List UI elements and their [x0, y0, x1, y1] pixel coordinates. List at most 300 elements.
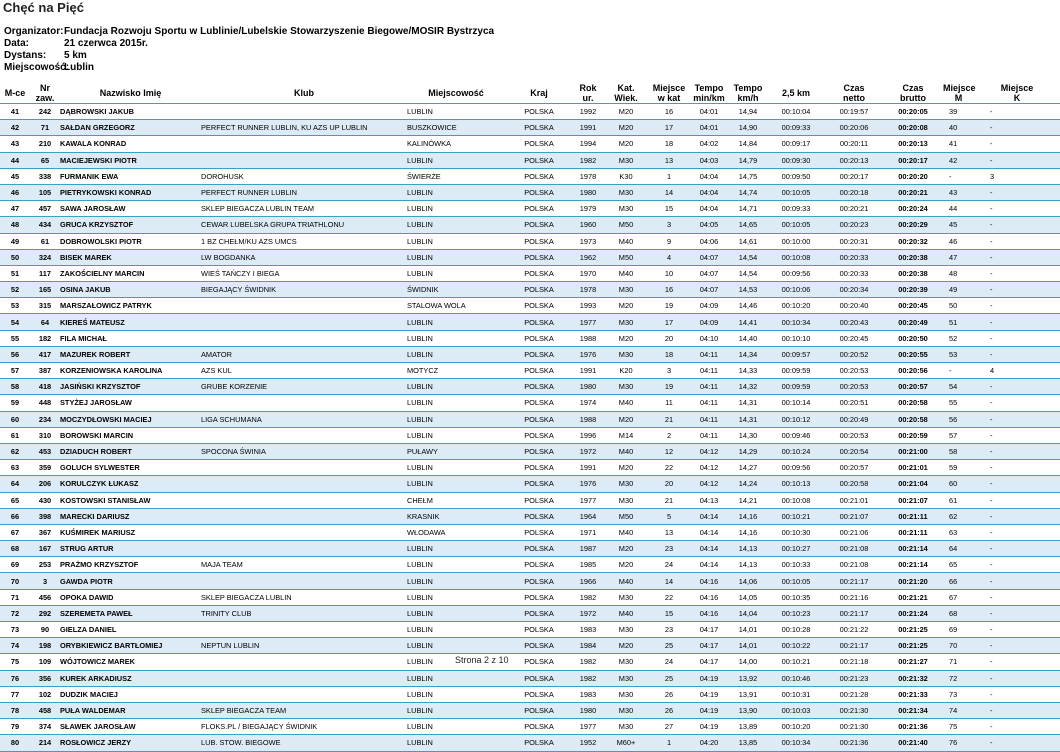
table-row — [0, 379, 1060, 395]
cell-country: POLSKA — [505, 411, 573, 427]
cell-net-time: 00:20:45 — [825, 330, 883, 346]
cell-city: LUBLIN — [407, 622, 505, 638]
cell-year: 1991 — [573, 120, 603, 136]
cell-bib: 292 — [30, 605, 60, 621]
cell-net-time: 00:21:22 — [825, 622, 883, 638]
cell-country: POLSKA — [505, 443, 573, 459]
cell-city: ŚWIDNIK — [407, 282, 505, 298]
cell-category: M20 — [603, 330, 649, 346]
cell-year: 1972 — [573, 443, 603, 459]
cell-place-m: 58 — [943, 443, 974, 459]
table-row — [0, 686, 1060, 702]
cell-gross-time: 00:21:20 — [883, 573, 943, 589]
cell-city: LUBLIN — [407, 702, 505, 718]
cell-tempo-kmh: 14,27 — [729, 460, 767, 476]
cell-tempo-kmh: 13,90 — [729, 702, 767, 718]
cell-split: 00:10:20 — [767, 298, 825, 314]
cell-tempo-kmh: 14,04 — [729, 605, 767, 621]
cell-place-m: 63 — [943, 524, 974, 540]
cell-year: 1970 — [573, 265, 603, 281]
cell-split: 00:10:34 — [767, 735, 825, 751]
table-row — [0, 314, 1060, 330]
cell-place-k: - — [974, 443, 1060, 459]
cell-year: 1972 — [573, 605, 603, 621]
cell-net-time: 00:21:28 — [825, 686, 883, 702]
cell-category: M40 — [603, 524, 649, 540]
cell-net-time: 00:19:57 — [825, 104, 883, 120]
cell-tempo-min: 04:04 — [689, 184, 729, 200]
cell-tempo-min: 04:07 — [689, 249, 729, 265]
cell-country: POLSKA — [505, 460, 573, 476]
cell-place-m: 39 — [943, 104, 974, 120]
cell-place-k: - — [974, 265, 1060, 281]
cell-name: SAŁDAN GRZEGORZ — [60, 120, 201, 136]
cell-category: M40 — [603, 605, 649, 621]
cell-tempo-min: 04:01 — [689, 120, 729, 136]
cell-split: 00:09:46 — [767, 427, 825, 443]
cell-year: 1978 — [573, 168, 603, 184]
cell-split: 00:09:57 — [767, 346, 825, 362]
cell-category-place: 1 — [649, 168, 689, 184]
cell-gross-time: 00:20:59 — [883, 427, 943, 443]
cell-tempo-kmh: 14,31 — [729, 411, 767, 427]
cell-club — [201, 152, 407, 168]
cell-category: M30 — [603, 201, 649, 217]
cell-year: 1980 — [573, 184, 603, 200]
cell-category: M30 — [603, 282, 649, 298]
cell-place: 43 — [0, 136, 30, 152]
cell-club: SKLEP BIEGACZA LUBLIN TEAM — [201, 201, 407, 217]
cell-place: 70 — [0, 573, 30, 589]
cell-year: 1991 — [573, 363, 603, 379]
cell-tempo-kmh: 14,41 — [729, 314, 767, 330]
cell-split: 00:10:08 — [767, 492, 825, 508]
cell-name: GAWDA PIOTR — [60, 573, 201, 589]
cell-gross-time: 00:20:32 — [883, 233, 943, 249]
table-row — [0, 524, 1060, 540]
cell-tempo-min: 04:04 — [689, 201, 729, 217]
cell-tempo-kmh: 14,31 — [729, 395, 767, 411]
cell-place-k: - — [974, 557, 1060, 573]
cell-place-m: 47 — [943, 249, 974, 265]
cell-country: POLSKA — [505, 524, 573, 540]
cell-tempo-kmh: 14,40 — [729, 330, 767, 346]
cell-place-k: - — [974, 735, 1060, 751]
cell-year: 1983 — [573, 686, 603, 702]
cell-category: M14 — [603, 427, 649, 443]
cell-name: ROSŁOWICZ JERZY — [60, 735, 201, 751]
cell-city: KALINÓWKA — [407, 136, 505, 152]
table-row — [0, 330, 1060, 346]
cell-gross-time: 00:20:38 — [883, 265, 943, 281]
cell-city: LUBLIN — [407, 670, 505, 686]
cell-tempo-min: 04:16 — [689, 573, 729, 589]
cell-country: POLSKA — [505, 120, 573, 136]
cell-category-place: 21 — [649, 492, 689, 508]
cell-name: WÓJTOWICZ MAREK — [60, 654, 201, 670]
header-tempo-kmh: Tempo km/h — [733, 82, 763, 103]
cell-bib: 167 — [30, 541, 60, 557]
cell-club — [201, 508, 407, 524]
cell-place: 42 — [0, 120, 30, 136]
cell-club: SPOCONA ŚWINIA — [201, 443, 407, 459]
cell-club: NEPTUN LUBLIN — [201, 638, 407, 654]
cell-place-m: 41 — [943, 136, 974, 152]
cell-club: 1 BZ CHEŁM/KU AZS UMCS — [201, 233, 407, 249]
cell-bib: 105 — [30, 184, 60, 200]
cell-bib: 367 — [30, 524, 60, 540]
cell-category-place: 27 — [649, 719, 689, 735]
cell-city: BUSZKOWICE — [407, 120, 505, 136]
cell-net-time: 00:20:11 — [825, 136, 883, 152]
cell-country: POLSKA — [505, 298, 573, 314]
cell-bib: 458 — [30, 702, 60, 718]
cell-place-m: 69 — [943, 622, 974, 638]
cell-net-time: 00:20:33 — [825, 249, 883, 265]
cell-year: 1966 — [573, 573, 603, 589]
cell-split: 00:09:56 — [767, 265, 825, 281]
cell-club: AZS KUL — [201, 363, 407, 379]
cell-split: 00:10:10 — [767, 330, 825, 346]
cell-name: SZEREMETA PAWEŁ — [60, 605, 201, 621]
cell-place-m: 59 — [943, 460, 974, 476]
cell-category-place: 18 — [649, 346, 689, 362]
cell-name: MARECKI DARIUSZ — [60, 508, 201, 524]
cell-net-time: 00:21:36 — [825, 735, 883, 751]
cell-club: PERFECT RUNNER LUBLIN, KU AZS UP LUBLIN — [201, 120, 407, 136]
cell-year: 1977 — [573, 314, 603, 330]
cell-gross-time: 00:21:21 — [883, 589, 943, 605]
cell-city: LUBLIN — [407, 589, 505, 605]
cell-bib: 3 — [30, 573, 60, 589]
cell-tempo-kmh: 14,16 — [729, 508, 767, 524]
cell-name: KORULCZYK ŁUKASZ — [60, 476, 201, 492]
cell-tempo-min: 04:12 — [689, 443, 729, 459]
cell-tempo-kmh: 14,01 — [729, 638, 767, 654]
cell-club — [201, 460, 407, 476]
cell-country: POLSKA — [505, 201, 573, 217]
cell-split: 00:10:05 — [767, 573, 825, 589]
cell-country: POLSKA — [505, 719, 573, 735]
cell-country: POLSKA — [505, 427, 573, 443]
cell-place-k: - — [974, 136, 1060, 152]
cell-bib: 310 — [30, 427, 60, 443]
cell-category: M20 — [603, 136, 649, 152]
cell-city: LUBLIN — [407, 104, 505, 120]
cell-category: M20 — [603, 298, 649, 314]
cell-tempo-kmh: 14,46 — [729, 298, 767, 314]
cell-split: 00:10:23 — [767, 605, 825, 621]
cell-category: M30 — [603, 589, 649, 605]
cell-place: 77 — [0, 686, 30, 702]
cell-category: M30 — [603, 314, 649, 330]
cell-tempo-kmh: 14,00 — [729, 654, 767, 670]
cell-place-m: 55 — [943, 395, 974, 411]
cell-bib: 315 — [30, 298, 60, 314]
cell-gross-time: 00:20:29 — [883, 217, 943, 233]
cell-year: 1979 — [573, 201, 603, 217]
cell-place-k: - — [974, 395, 1060, 411]
cell-gross-time: 00:21:40 — [883, 735, 943, 751]
cell-city: LUBLIN — [407, 573, 505, 589]
cell-category: M30 — [603, 622, 649, 638]
cell-category-place: 15 — [649, 201, 689, 217]
cell-bib: 90 — [30, 622, 60, 638]
cell-country: POLSKA — [505, 104, 573, 120]
cell-place-m: 60 — [943, 476, 974, 492]
cell-net-time: 00:20:53 — [825, 363, 883, 379]
cell-split: 00:10:08 — [767, 249, 825, 265]
cell-category-place: 26 — [649, 686, 689, 702]
cell-country: POLSKA — [505, 363, 573, 379]
cell-net-time: 00:21:16 — [825, 589, 883, 605]
cell-net-time: 00:20:21 — [825, 201, 883, 217]
cell-place: 41 — [0, 104, 30, 120]
cell-name: STRUG ARTUR — [60, 541, 201, 557]
cell-tempo-min: 04:09 — [689, 298, 729, 314]
cell-country: POLSKA — [505, 702, 573, 718]
cell-split: 00:09:59 — [767, 363, 825, 379]
event-info-label: Data: — [4, 38, 30, 49]
cell-gross-time: 00:21:36 — [883, 719, 943, 735]
cell-year: 1982 — [573, 589, 603, 605]
cell-place-m: 57 — [943, 427, 974, 443]
cell-net-time: 00:20:40 — [825, 298, 883, 314]
cell-tempo-min: 04:13 — [689, 492, 729, 508]
cell-category: M20 — [603, 460, 649, 476]
cell-place-k: - — [974, 638, 1060, 654]
cell-year: 1987 — [573, 541, 603, 557]
header-bib: Nr zaw. — [35, 82, 55, 103]
cell-split: 00:09:56 — [767, 460, 825, 476]
table-row — [0, 638, 1060, 654]
cell-tempo-kmh: 14,13 — [729, 557, 767, 573]
cell-country: POLSKA — [505, 379, 573, 395]
cell-bib: 102 — [30, 686, 60, 702]
cell-gross-time: 00:20:45 — [883, 298, 943, 314]
cell-country: POLSKA — [505, 686, 573, 702]
cell-category-place: 25 — [649, 638, 689, 654]
cell-place-m: 49 — [943, 282, 974, 298]
event-info-value: 5 km — [64, 50, 87, 61]
cell-tempo-kmh: 14,30 — [729, 427, 767, 443]
cell-city: LUBLIN — [407, 686, 505, 702]
cell-place: 61 — [0, 427, 30, 443]
table-row — [0, 411, 1060, 427]
cell-country: POLSKA — [505, 557, 573, 573]
cell-net-time: 00:20:18 — [825, 184, 883, 200]
table-row — [0, 702, 1060, 718]
cell-club — [201, 476, 407, 492]
cell-club — [201, 686, 407, 702]
cell-split: 00:10:12 — [767, 411, 825, 427]
page-footer: Strona 2 z 10 — [455, 655, 509, 665]
cell-club — [201, 314, 407, 330]
cell-place-k: - — [974, 670, 1060, 686]
cell-category: M50 — [603, 217, 649, 233]
cell-tempo-kmh: 14,53 — [729, 282, 767, 298]
cell-club — [201, 573, 407, 589]
cell-category-place: 5 — [649, 508, 689, 524]
cell-place-m: 72 — [943, 670, 974, 686]
table-row — [0, 249, 1060, 265]
cell-category-place: 22 — [649, 460, 689, 476]
table-row — [0, 233, 1060, 249]
cell-net-time: 00:21:17 — [825, 605, 883, 621]
cell-name: PRAŻMO KRZYSZTOF — [60, 557, 201, 573]
cell-country: POLSKA — [505, 346, 573, 362]
cell-category-place: 19 — [649, 379, 689, 395]
cell-split: 00:09:33 — [767, 201, 825, 217]
cell-category: M30 — [603, 492, 649, 508]
cell-gross-time: 00:20:13 — [883, 136, 943, 152]
cell-tempo-min: 04:14 — [689, 557, 729, 573]
cell-club: MAJA TEAM — [201, 557, 407, 573]
cell-tempo-min: 04:04 — [689, 168, 729, 184]
cell-tempo-kmh: 14,01 — [729, 622, 767, 638]
cell-club: CEWAR LUBELSKA GRUPA TRIATHLONU — [201, 217, 407, 233]
cell-category: M30 — [603, 686, 649, 702]
table-row — [0, 395, 1060, 411]
cell-place: 79 — [0, 719, 30, 735]
cell-club: SKLEP BIEGACZA LUBLIN — [201, 589, 407, 605]
cell-place: 52 — [0, 282, 30, 298]
cell-place-m: 48 — [943, 265, 974, 281]
table-row — [0, 363, 1060, 379]
cell-tempo-min: 04:11 — [689, 363, 729, 379]
cell-net-time: 00:20:51 — [825, 395, 883, 411]
cell-place: 68 — [0, 541, 30, 557]
cell-place-k: - — [974, 654, 1060, 670]
cell-tempo-kmh: 14,16 — [729, 524, 767, 540]
event-info-label: Miejscowość: — [4, 62, 70, 73]
cell-name: OPOKA DAWID — [60, 589, 201, 605]
cell-club: FLOKS.PL / BIEGAJĄCY ŚWIDNIK — [201, 719, 407, 735]
cell-place-k: - — [974, 702, 1060, 718]
cell-place-m: 43 — [943, 184, 974, 200]
cell-gross-time: 00:20:17 — [883, 152, 943, 168]
cell-tempo-min: 04:02 — [689, 136, 729, 152]
cell-city: STALOWA WOLA — [407, 298, 505, 314]
cell-country: POLSKA — [505, 735, 573, 751]
cell-club — [201, 524, 407, 540]
table-row — [0, 605, 1060, 621]
cell-tempo-min: 04:07 — [689, 265, 729, 281]
cell-bib: 359 — [30, 460, 60, 476]
cell-split: 00:09:59 — [767, 379, 825, 395]
table-row — [0, 282, 1060, 298]
cell-place: 51 — [0, 265, 30, 281]
cell-gross-time: 00:21:24 — [883, 605, 943, 621]
cell-net-time: 00:21:08 — [825, 541, 883, 557]
cell-gross-time: 00:21:14 — [883, 541, 943, 557]
cell-category-place: 12 — [649, 443, 689, 459]
cell-tempo-min: 04:20 — [689, 735, 729, 751]
cell-category-place: 3 — [649, 217, 689, 233]
cell-category-place: 22 — [649, 589, 689, 605]
cell-net-time: 00:20:06 — [825, 120, 883, 136]
cell-city: LUBLIN — [407, 201, 505, 217]
cell-place-m: 46 — [943, 233, 974, 249]
cell-club — [201, 670, 407, 686]
cell-place: 67 — [0, 524, 30, 540]
cell-place-k: - — [974, 201, 1060, 217]
cell-place-m: 61 — [943, 492, 974, 508]
cell-tempo-kmh: 14,06 — [729, 573, 767, 589]
cell-name: MAZUREK ROBERT — [60, 346, 201, 362]
header-net-time: Czas netto — [843, 82, 865, 103]
cell-gross-time: 00:21:33 — [883, 686, 943, 702]
cell-tempo-kmh: 13,85 — [729, 735, 767, 751]
cell-place-k: - — [974, 573, 1060, 589]
cell-name: SŁAWEK JAROSŁAW — [60, 719, 201, 735]
cell-split: 00:10:05 — [767, 184, 825, 200]
cell-split: 00:10:30 — [767, 524, 825, 540]
cell-year: 1962 — [573, 249, 603, 265]
cell-name: STYŻEJ JAROSŁAW — [60, 395, 201, 411]
cell-country: POLSKA — [505, 184, 573, 200]
cell-tempo-min: 04:17 — [689, 622, 729, 638]
cell-tempo-kmh: 14,54 — [729, 249, 767, 265]
cell-split: 00:10:31 — [767, 686, 825, 702]
cell-city: LUBLIN — [407, 719, 505, 735]
cell-place: 74 — [0, 638, 30, 654]
cell-place: 65 — [0, 492, 30, 508]
cell-net-time: 00:21:18 — [825, 654, 883, 670]
cell-city: CHEŁM — [407, 492, 505, 508]
cell-tempo-min: 04:14 — [689, 508, 729, 524]
cell-place-k: - — [974, 282, 1060, 298]
cell-tempo-kmh: 14,71 — [729, 201, 767, 217]
cell-name: MOCZYDŁOWSKI MACIEJ — [60, 411, 201, 427]
cell-country: POLSKA — [505, 622, 573, 638]
cell-name: PIETRYKOWSKI KONRAD — [60, 184, 201, 200]
cell-category: M40 — [603, 573, 649, 589]
cell-name: BOROWSKI MARCIN — [60, 427, 201, 443]
cell-tempo-kmh: 14,84 — [729, 136, 767, 152]
cell-category-place: 16 — [649, 104, 689, 120]
cell-net-time: 00:21:07 — [825, 508, 883, 524]
cell-name: DZIADUCH ROBERT — [60, 443, 201, 459]
cell-name: KORZENIOWSKA KAROLINA — [60, 363, 201, 379]
cell-category: M30 — [603, 476, 649, 492]
cell-year: 1982 — [573, 654, 603, 670]
cell-name: GRUCA KRZYSZTOF — [60, 217, 201, 233]
cell-split: 00:09:30 — [767, 152, 825, 168]
cell-category: M30 — [603, 670, 649, 686]
cell-category: M20 — [603, 411, 649, 427]
cell-place-k: - — [974, 476, 1060, 492]
cell-place-k: - — [974, 217, 1060, 233]
cell-place: 50 — [0, 249, 30, 265]
table-row — [0, 265, 1060, 281]
table-row — [0, 346, 1060, 362]
cell-gross-time: 00:20:08 — [883, 120, 943, 136]
cell-category: M20 — [603, 638, 649, 654]
table-row — [0, 541, 1060, 557]
cell-place-m: 76 — [943, 735, 974, 751]
cell-name: DUDZIK MACIEJ — [60, 686, 201, 702]
cell-bib: 234 — [30, 411, 60, 427]
cell-place-k: - — [974, 427, 1060, 443]
cell-country: POLSKA — [505, 282, 573, 298]
cell-bib: 457 — [30, 201, 60, 217]
cell-category-place: 17 — [649, 314, 689, 330]
cell-place-m: 44 — [943, 201, 974, 217]
cell-bib: 453 — [30, 443, 60, 459]
cell-country: POLSKA — [505, 476, 573, 492]
event-info — [4, 26, 494, 74]
